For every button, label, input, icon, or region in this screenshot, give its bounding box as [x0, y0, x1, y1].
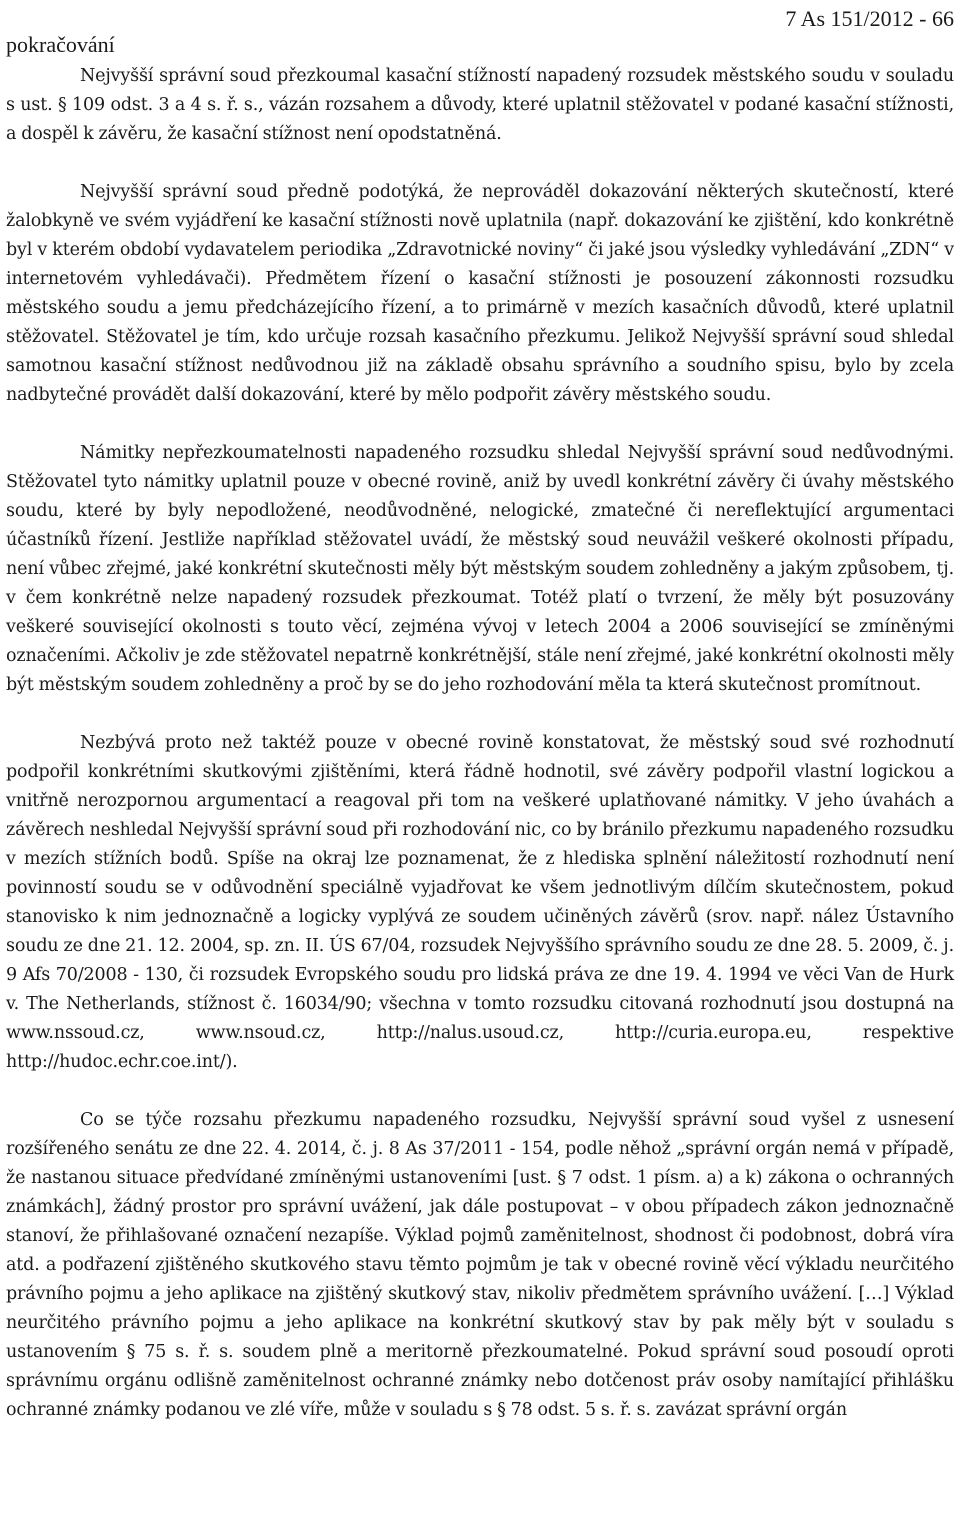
paragraph-unreviewability: Námitky nepřezkoumatelnosti napadeného rozsudku shledal Nejvyšší správní soud nedůvodnými. Stěžovatel tyto námitky uplatnil pouze v obecné rovině, aniž by uvedl konkrétní závěry či úvahy městského soudu, které by byly nepodložené, neodůvodněné, nelogické, zmatečné či nereflektující argumentaci účastníků řízení. Jestliže například stěžovatel uvádí, že městský soud neuvážil veškeré okolnosti případu, není vůbec zřejmé, jaké konkrétní skutečnosti měly být městským soudem zohledněny a jakým způsobem, tj. v čem konkrétně nelze napadený rozsudek přezkoumat. Totéž platí o tvrzení, že měly být posuzovány veškeré související okolnosti s touto věcí, zejména vývoj v letech 2004 a 2006 související se zmíněnými označeními. Ačkoliv je zde stěžovatel nepatrně konkrétnější, stále není zřejmé, jaké konkrétní okolnosti měly být městským soudem zohledněny a proč by se do jeho rozhodování měla ta která skutečnost promítnout.	[6, 443, 954, 695]
paragraph-review-extent: Co se týče rozsahu přezkumu napadeného rozsudku, Nejvyšší správní soud vyšel z usnesení rozšířeného senátu ze dne 22. 4. 2014, č. j. 8 As 37/2011 - 154, podle něhož „správní orgán nemá v případě, že nastanou situace předvídané zmíněnými ustanoveními [ust. § 7 odst. 1 písm. a) a k) zákona o ochranných známkách], žádný prostor pro správní uvážení, jak dále postupovat – v obou případech zákon jednoznačně stanoví, že přihlašované označení nezapíše. Výklad pojmů zaměnitelnost, shodnost či podobnost, dobrá víra atd. a podřazení zjištěného skutkového stavu těmto pojmům je tak v obecné rovině věcí výkladu neurčitého právního pojmu a jeho aplikace na zjištěný skutkový stav, nikoliv předmětem správního uvážení. […] Výklad neurčitého právního pojmu a jeho aplikace na konkrétní skutkový stav by pak měly být v souladu s ustanovením § 75 s. ř. s. soudem plně a meritorně přezkoumatelné. Pokud správní soud posoudí oproti správnímu orgánu odlišně zaměnitelnost ochranné známky nebo dotčenost práv osoby namítající přihlášku ochranné známky podanou ve zlé víře, může v souladu s § 78 odst. 5 s. ř. s. zavázat správní orgán	[6, 1110, 954, 1420]
paragraph-review-scope: Nejvyšší správní soud přezkoumal kasační stížností napadený rozsudek městského soudu v souladu s ust. § 109 odst. 3 a 4 s. ř. s., vázán rozsahem a důvody, které uplatnil stěžovatel v podané kasační stížnosti, a dospěl k závěru, že kasační stížnost není opodstatněná.	[6, 66, 954, 144]
document-body	[6, 62, 954, 1425]
paragraph-conclusion: Nezbývá proto než taktéž pouze v obecné rovině konstatovat, že městský soud své rozhodnutí podpořil konkrétními skutkovými zjištěními, která řádně hodnotil, své závěry podpořil vlastní logickou a vnitřně nerozpornou argumentací a reagoval při tom na veškeré uplatňované námitky. V jeho úvahách a závěrech neshledal Nejvyšší správní soud při rozhodování nic, co by bránilo přezkumu napadeného rozsudku v mezích stížních bodů. Spíše na okraj lze poznamenat, že z hlediska splnění náležitostí rozhodnutí není povinností soudu se v odůvodnění speciálně vyjadřovat ke všem jednotlivým dílčím skutečnostem, pokud stanovisko k nim jednoznačně a logicky vyplývá ze soudem učiněných závěrů (srov. např. nález Ústavního soudu ze dne 21. 12. 2004, sp. zn. II. ÚS 67/04, rozsudek Nejvyššího správního soudu ze dne 28. 5. 2009, č. j. 9 Afs 70/2008 - 130, či rozsudek Evropského soudu pro lidská práva ze dne 19. 4. 1994 ve věci Van de Hurk v. The Netherlands, stížnost č. 16034/90; všechna v tomto rozsudku citovaná rozhodnutí jsou dostupná na www.nssoud.cz, www.nsoud.cz, http://nalus.usoud.cz, http://curia.europa.eu, respektive http://hudoc.echr.coe.int/).	[6, 733, 954, 1072]
paragraph-evidence: Nejvyšší správní soud předně podotýká, že neprováděl dokazování některých skutečností, které žalobkyně ve svém vyjádření ke kasační stížnosti nově uplatnila (např. dokazování ke zjištění, kdo konkrétně byl v kterém období vydavatelem periodika „Zdravotnické noviny“ či jaké jsou výsledky vyhledávání „ZDN“ v internetovém vyhledávači). Předmětem řízení o kasační stížnosti je posouzení zákonnosti rozsudku městského soudu a jemu předcházejícího řízení, a to primárně v mezích kasačních důvodů, které uplatnil stěžovatel. Stěžovatel je tím, kdo určuje rozsah kasačního přezkumu. Jelikož Nejvyšší správní soud shledal samotnou kasační stížnost nedůvodnou již na základě obsahu správního a soudního spisu, bylo by zcela nadbytečné provádět další dokazování, které by mělo podpořit závěry městského soudu.	[6, 182, 954, 405]
case-number: 7 As 151/2012 - 66	[785, 6, 954, 31]
continuation-label: pokračování	[6, 32, 115, 57]
